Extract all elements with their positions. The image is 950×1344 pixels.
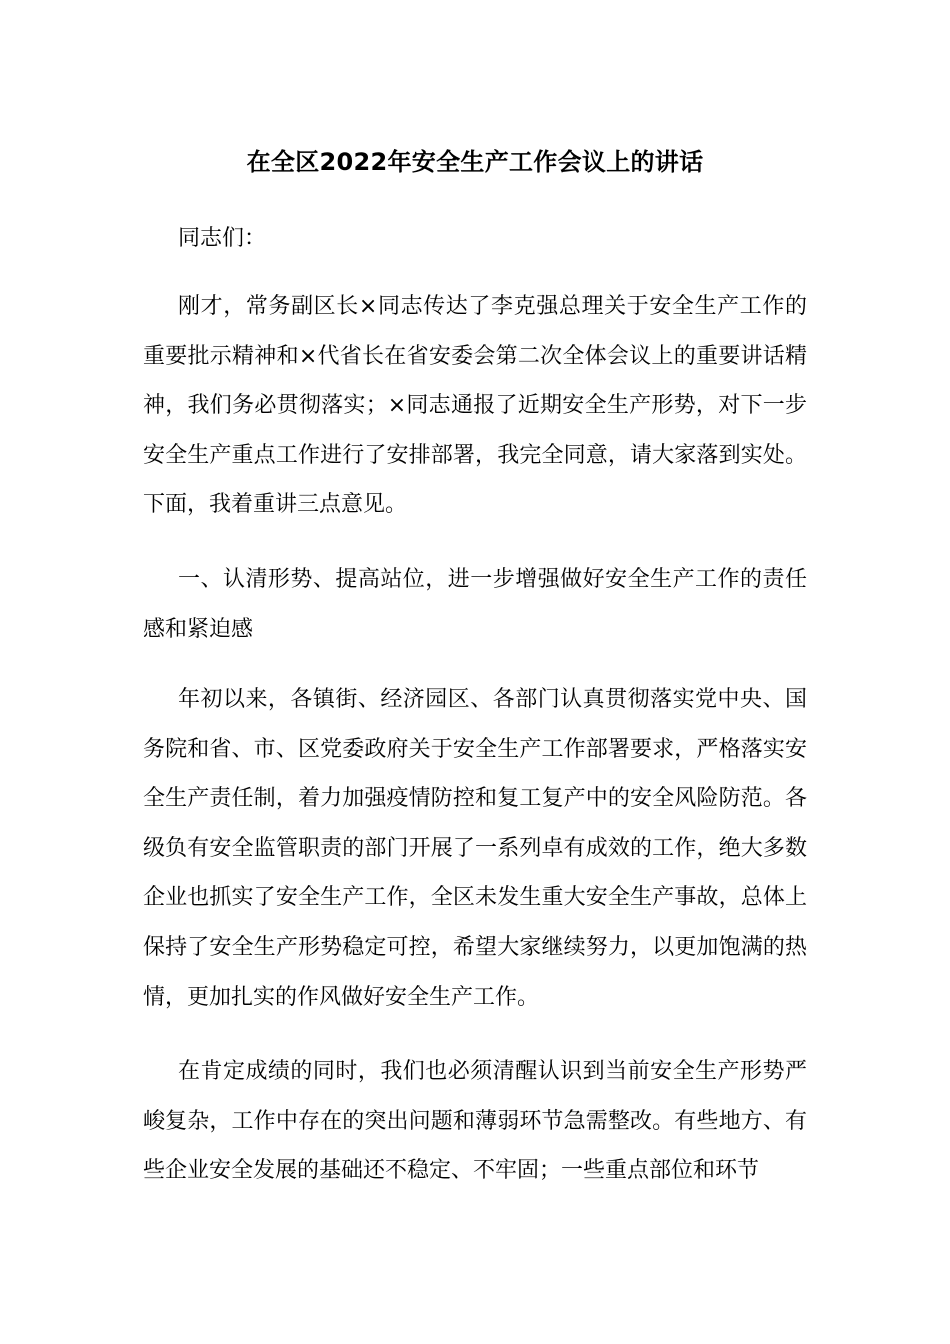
salutation: 同志们： (178, 226, 267, 251)
paragraph-achievements: 年初以来，各镇街、经济园区、各部门认真贯彻落实党中央、国务院和省、市、区党委政府关于安全生产工作部署要求，严格落实安全生产责任制，着力加强疫情防控和复工复产中的安全风险防范。各级负有安全监管职责的部门开展了一系列卓有成效的工作，绝大多数企业也抓实了安全生产工作，全区未发生重大安全生产事故，总体上保持了安全生产形势稳定可控，希望大家继续努力，以更加饱满的热情，更加扎实的作风做好安全生产工作。 (143, 687, 807, 1010)
section-heading-1: 一、认清形势、提高站位，进一步增强做好安全生产工作的责任感和紧迫感 (143, 567, 807, 642)
paragraph-problems: 在肯定成绩的同时，我们也必须清醒认识到当前安全生产形势严峻复杂，工作中存在的突出问题和薄弱环节急需整改。有些地方、有些企业安全发展的基础还不稳定、不牢固；一些重点部位和环节 (143, 1059, 807, 1184)
document-title: 在全区2022年安全生产工作会议上的讲话 (246, 148, 704, 176)
paragraph-opening: 刚才，常务副区长×同志传达了李克强总理关于安全生产工作的重要批示精神和×代省长在省安委会第二次全体会议上的重要讲话精神，我们务必贯彻落实；×同志通报了近期安全生产形势，对下一步安全生产重点工作进行了安排部署，我完全同意，请大家落到实处。下面，我着重讲三点意见。 (143, 294, 807, 518)
